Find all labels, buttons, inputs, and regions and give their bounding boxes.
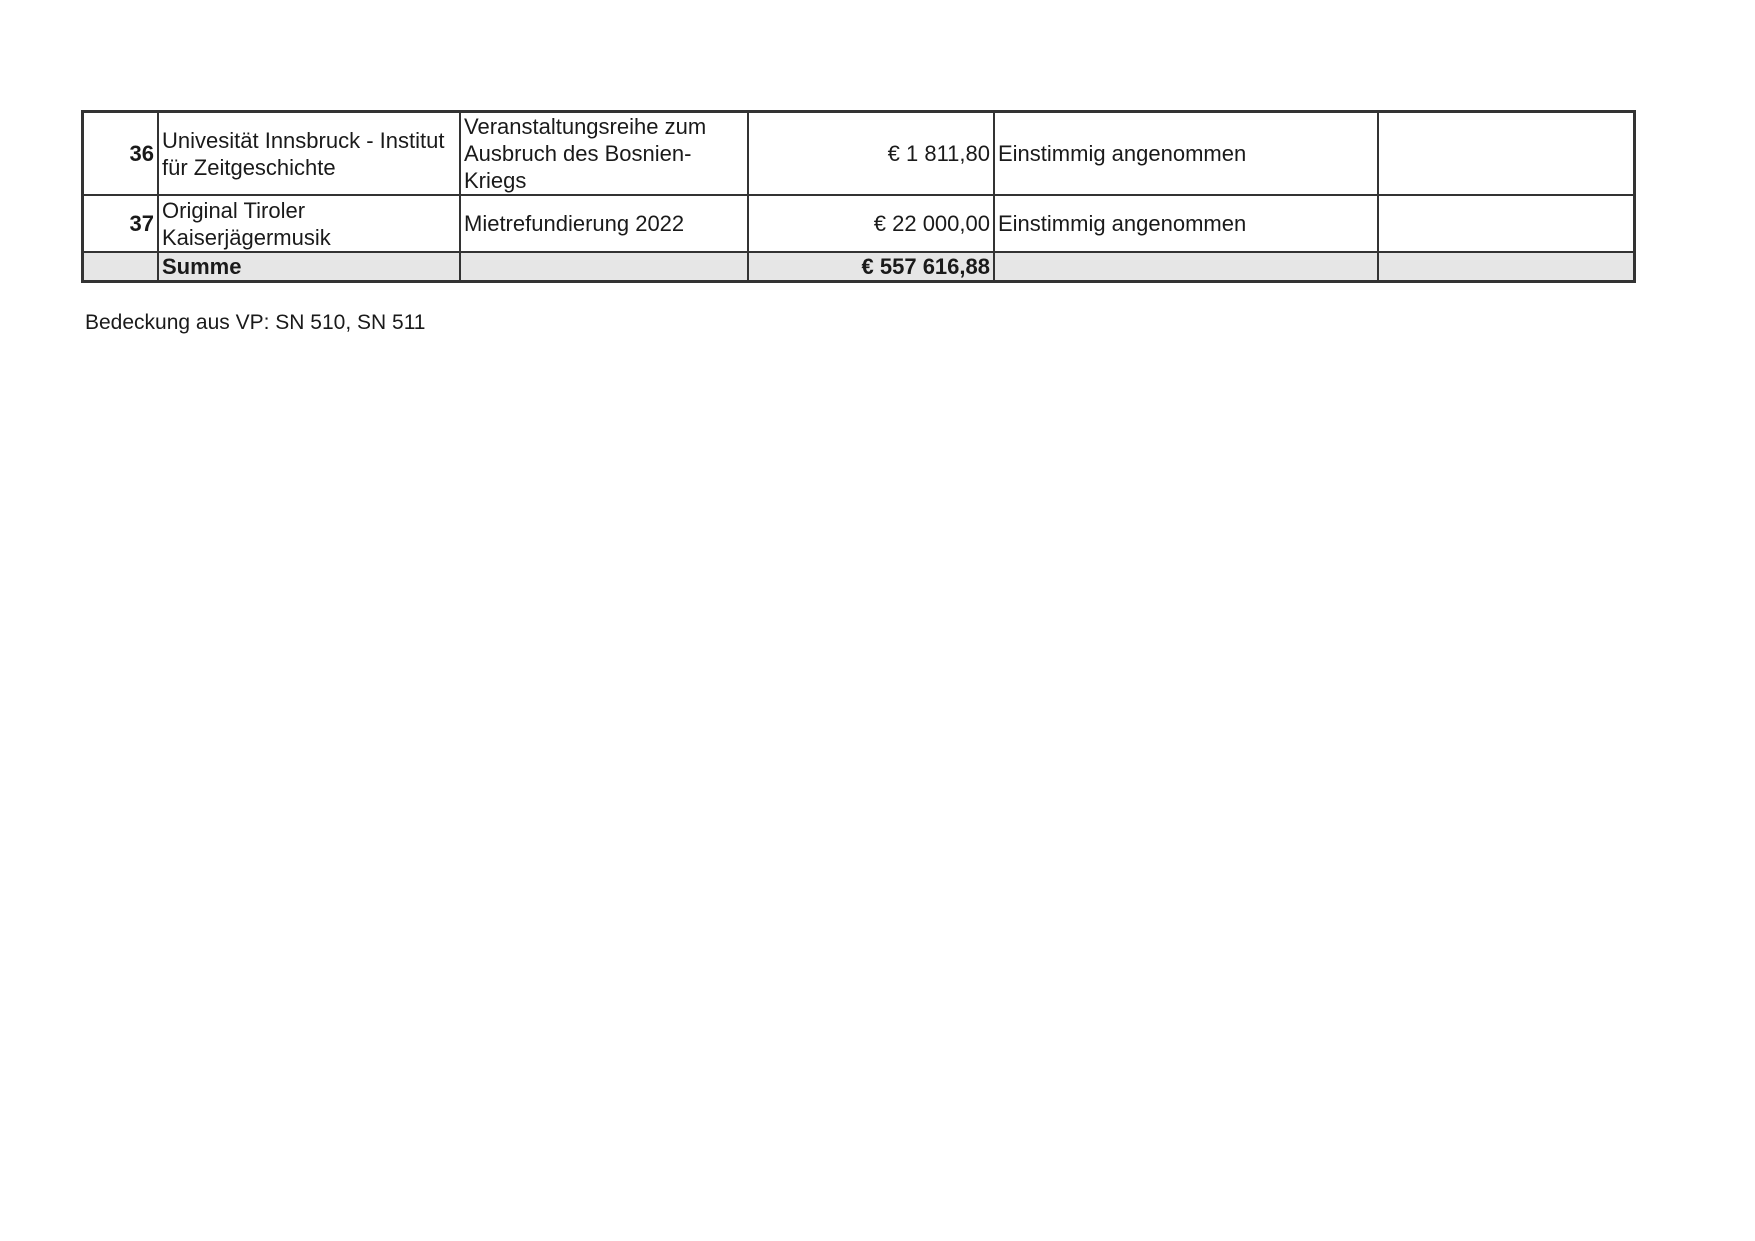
table-row bbox=[83, 112, 1635, 196]
row-number: 36 bbox=[83, 112, 159, 196]
table-row bbox=[83, 195, 1635, 252]
amount-cell: € 22 000,00 bbox=[748, 195, 994, 252]
sum-amount: € 557 616,88 bbox=[748, 252, 994, 282]
result-cell: Einstimmig angenommen bbox=[994, 195, 1378, 252]
sum-note-cell bbox=[1378, 252, 1635, 282]
sum-result-cell bbox=[994, 252, 1378, 282]
organisation-cell: Original Tiroler Kaiserjägermusik bbox=[158, 195, 460, 252]
sum-row bbox=[83, 252, 1635, 282]
funding-table bbox=[81, 110, 1636, 283]
sum-label: Summe bbox=[158, 252, 460, 282]
result-cell: Einstimmig angenommen bbox=[994, 112, 1378, 196]
organisation-cell: Univesität Innsbruck - Institut für Zeitgeschichte bbox=[158, 112, 460, 196]
note-cell bbox=[1378, 112, 1635, 196]
amount-cell: € 1 811,80 bbox=[748, 112, 994, 196]
purpose-cell: Veranstaltungsreihe zum Ausbruch des Bosnien-Kriegs bbox=[460, 112, 748, 196]
coverage-footnote: Bedeckung aus VP: SN 510, SN 511 bbox=[85, 311, 426, 334]
sum-purpose-cell bbox=[460, 252, 748, 282]
note-cell bbox=[1378, 195, 1635, 252]
purpose-cell: Mietrefundierung 2022 bbox=[460, 195, 748, 252]
row-number: 37 bbox=[83, 195, 159, 252]
sum-number-cell bbox=[83, 252, 159, 282]
